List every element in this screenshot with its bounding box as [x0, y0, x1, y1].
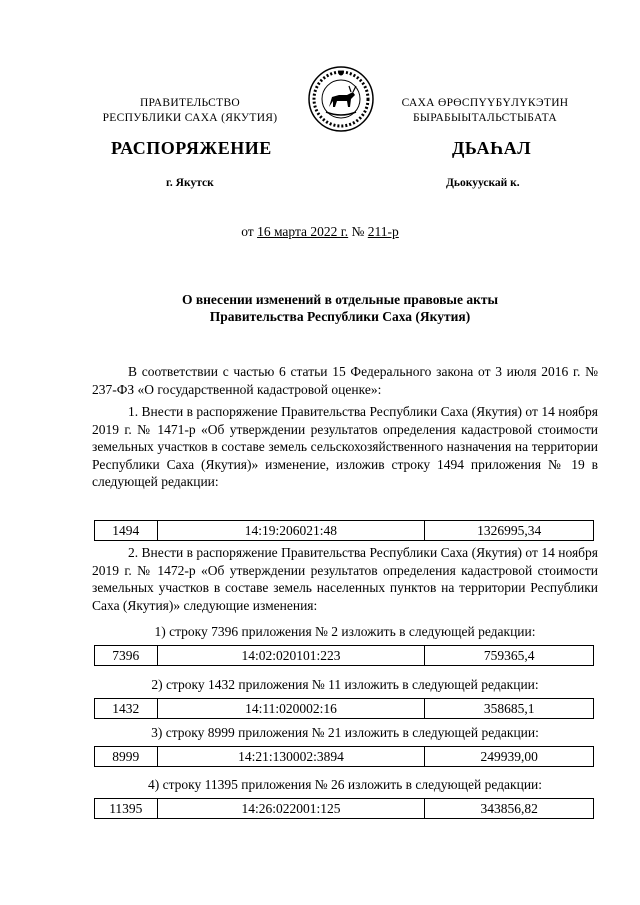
- table-row-1432: [94, 698, 594, 719]
- cadastral-number: 14:19:206021:48: [157, 521, 425, 541]
- subject-line1: О внесении изменений в отдельные правовые акты: [181, 292, 499, 307]
- table-row-8999: [94, 746, 594, 767]
- cadastral-number: 14:21:130002:3894: [157, 747, 425, 767]
- cadastral-number: 14:02:020101:223: [157, 646, 425, 666]
- subitem3-line: 3) строку 8999 приложения № 21 изложить в следующей редакции:: [151, 725, 539, 740]
- city-ru: г. Якутск: [166, 177, 214, 189]
- subitem2-line: 2) строку 1432 приложения № 11 изложить в следующей редакции:: [151, 677, 539, 692]
- subitem1-line: 1) строку 7396 приложения № 2 изложить в следующей редакции:: [154, 624, 536, 639]
- cadastral-number: 14:11:020002:16: [157, 699, 425, 719]
- table-row-11395: [94, 798, 594, 819]
- coat-of-arms-emblem: [303, 64, 379, 134]
- subject-line2: Правительства Республики Саха (Якутия): [209, 309, 471, 324]
- intro-text: В соответствии с частью 6 статьи 15 Федерального закона от 3 июля 2016 г. № 237-ФЗ «О государственной кадастровой оценке»:: [92, 364, 598, 397]
- cadastral-value: 358685,1: [425, 699, 594, 719]
- doc-type-sakha: ДЬАҺАЛ: [452, 138, 532, 158]
- table-row-7396: [94, 645, 594, 666]
- doc-type-ru: РАСПОРЯЖЕНИЕ: [111, 138, 272, 158]
- gov-sakha-line1: САХА ӨРӨСПҮҮБҮЛҮКЭТИН: [401, 97, 569, 109]
- cadastral-value: 1326995,34: [425, 521, 594, 541]
- gov-sakha-line2: БЫРАБЫЫТАЛЬСТЫБАТА: [412, 112, 558, 124]
- number-label: №: [348, 224, 368, 239]
- row-number: 11395: [95, 799, 158, 819]
- document-date: 16 марта 2022 г.: [257, 224, 349, 239]
- date-number-line: [0, 224, 640, 240]
- government-name-sakha: [380, 96, 590, 126]
- table-row-1494: [94, 520, 594, 541]
- government-name-ru: [70, 96, 310, 126]
- item1-text: 1. Внести в распоряжение Правительства Республики Саха (Якутия) от 14 ноября 2019 г. № 1471-р «Об утверждении результатов определения кадастровой стоимости земельных участков в составе земель сельскохозяйственного назначения на территории Республики Саха (Якутия)» изменение, изложив строку 1494 приложения № 19 в следующей редакции:: [92, 404, 598, 489]
- cadastral-value: 343856,82: [425, 799, 594, 819]
- cadastral-value: 759365,4: [425, 646, 594, 666]
- item2-paragraph: [92, 544, 598, 614]
- document-subject: [0, 291, 640, 325]
- cadastral-value: 249939,00: [425, 747, 594, 767]
- gov-ru-line2: РЕСПУБЛИКИ САХА (ЯКУТИЯ): [102, 112, 278, 124]
- subitem4-line: 4) строку 11395 приложения № 26 изложить в следующей редакции:: [147, 777, 543, 792]
- gov-ru-line1: ПРАВИТЕЛЬСТВО: [139, 97, 241, 109]
- cadastral-number: 14:26:022001:125: [157, 799, 425, 819]
- city-sakha: Дьокуускай к.: [446, 177, 520, 189]
- date-prefix: от: [241, 224, 258, 239]
- item2-text: 2. Внести в распоряжение Правительства Республики Саха (Якутия) от 14 ноября 2019 г. № 1472-р «Об утверждении результатов определения кадастровой стоимости земельных участков в составе земель населенных пунктов на территории Республики Саха (Якутия)» следующие изменения:: [92, 545, 598, 613]
- item1-paragraph: [92, 403, 598, 491]
- row-number: 8999: [95, 747, 158, 767]
- intro-paragraph: [92, 363, 598, 398]
- row-number: 1494: [95, 521, 158, 541]
- row-number: 1432: [95, 699, 158, 719]
- row-number: 7396: [95, 646, 158, 666]
- document-number: 211-р: [367, 224, 399, 239]
